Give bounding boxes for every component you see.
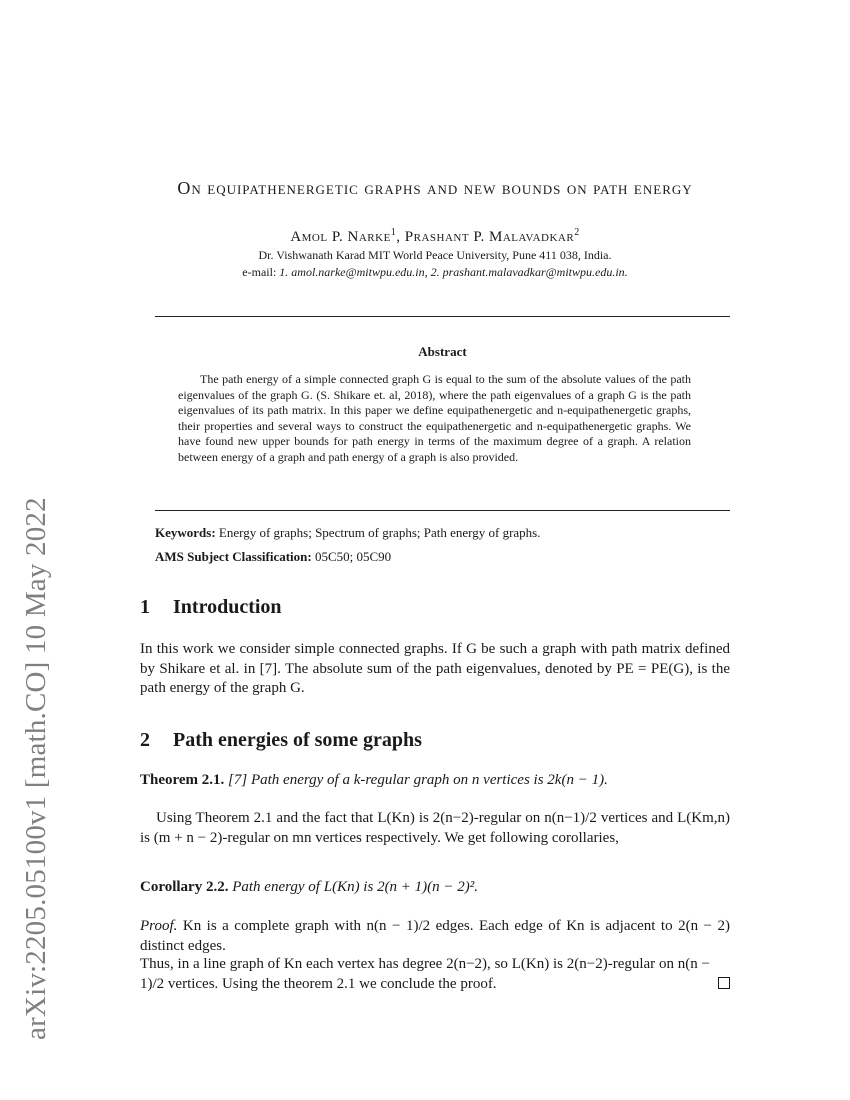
corollary-text: Path energy of L(Kn) is 2(n + 1)(n − 2)². [232,879,479,895]
ams-line [155,549,391,565]
bottom-divider [155,510,730,511]
section-title: Path energies of some graphs [173,729,422,751]
affiliation: Dr. Vishwanath Karad MIT World Peace University, Pune 411 038, India. [258,248,612,262]
section-heading [140,729,422,752]
corollary [140,878,730,898]
theorem [140,771,730,791]
author-mark: 2 [574,227,580,238]
body-paragraph: Using Theorem 2.1 and the fact that L(Kn) is 2(n−2)-regular on n(n−1)/2 vertices and L(Km,n) is (m + n − 2)-regular on mn vertices respectively. We get following corollaries, [140,810,730,846]
theorem-label: Theorem 2.1. [140,772,225,788]
abstract-body: The path energy of a simple connected graph G is equal to the sum of the absolute values of the path eigenvalues of the graph G. (S. Shikare et. al, 2018), where the path eigenvalues of a graph G is the path eigenvalues of its path matrix. In this paper we define equipathenergetic and n-equipathenergetic graphs, their properties and several ways to construct the equipathenergetic and n-equipathenergetic graphs. We have found new upper bounds for path energy in terms of the maximum degree of a graph. A relation between energy of a graph and path energy of a graph is also provided. [178,372,691,464]
keywords-line [155,525,540,541]
abstract-heading: Abstract [418,344,467,359]
author-name: Prashant P. Malavadkar [404,229,575,245]
email-line [140,265,730,280]
author-line [140,227,730,246]
section-heading [140,596,282,619]
paper-title: On equipathenergetic graphs and new bounds on path energy [177,178,693,198]
corollary-label: Corollary 2.2. [140,879,229,895]
intro-paragraph: In this work we consider simple connected graphs. If G be such a graph with path matrix defined by Shikare et al. in [7]. The absolute sum of the path eigenvalues, denoted by PE = PE(G), is the path energy of the graph G. [140,641,730,696]
ams-label: AMS Subject Classification: [155,549,312,564]
proof [140,917,730,956]
email-addresses[interactable]: 1. amol.narke@mitwpu.edu.in, 2. prashant.malavadkar@mitwpu.edu.in. [279,265,628,279]
proof-label: Proof. [140,918,178,934]
section-title: Introduction [173,596,282,618]
section-number: 1 [140,596,150,618]
qed-square-icon [718,977,730,989]
proof-continuation: Thus, in a line graph of Kn each vertex has degree 2(n−2), so L(Kn) is 2(n−2)-regular on n(n − 1)/2 vertices. Using the theorem 2.1 we conclude the proof. [140,956,710,992]
author-separator: , [396,229,405,245]
author-mark: 1 [390,227,397,238]
ams-text: 05C50; 05C90 [314,549,392,564]
arxiv-identifier[interactable]: arXiv:2205.05100v1 [math.CO] 10 May 2022 [20,497,52,1040]
proof-text: Kn is a complete graph with n(n − 1)/2 edges. Each edge of Kn is adjacent to 2(n − 2) distinct edges. [140,918,730,954]
author-name: Amol P. Narke [290,229,391,245]
keywords-text: Energy of graphs; Spectrum of graphs; Path energy of graphs. [218,525,541,540]
email-label: e-mail: [242,265,277,279]
theorem-text: [7] Path energy of a k-regular graph on n vertices is 2k(n − 1). [228,772,608,788]
top-divider [155,316,730,317]
section-number: 2 [140,729,150,751]
keywords-label: Keywords: [155,525,216,540]
